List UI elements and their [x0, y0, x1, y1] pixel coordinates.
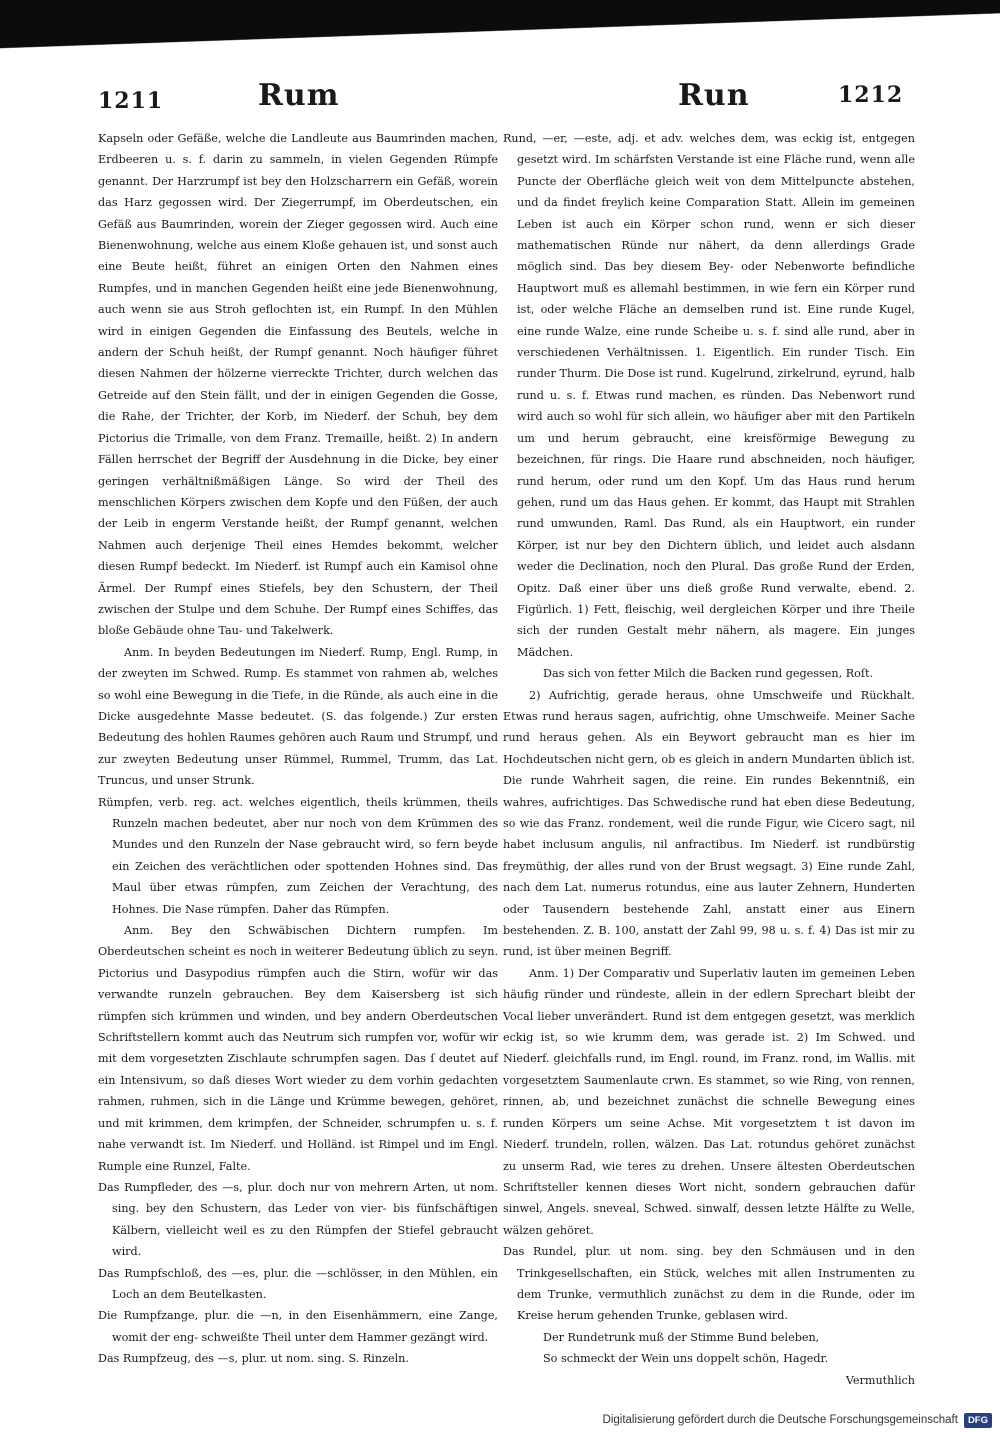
catchword: Vermuthlich	[845, 1373, 915, 1387]
page-header	[78, 70, 928, 126]
book-page	[78, 70, 928, 1387]
right-page-number: 1212	[838, 82, 904, 108]
note-rund: Anm. 1) Der Comparativ und Superlativ lauten im gemeinen Leben häufig ründer und ründeste, allein in der edlern Sprechart bleibt der Vocal lieber unverändert. Rund ist dem entgegen gesetzt, was merklich eckig ist, so wie krumm dem, was gerade ist. 2) Im Schwed. und Niederf. gleichfalls rund, im Engl. round, im Franz. rond, im Wallis. mit vorgesetztem Saumenlaute crwn. Es stammet, so wie Ring, von rennen, rinnen, ab, und bezeichnet zunächst die schnelle Bewegung eines runden Körpers um seine Achse. Mit vorgesetztem t ist davon im Niederf. trundeln, rollen, wälzen. Das Lat. rotundus gehöret zunächst zu unserm Rad, wie teres zu drehen. Unsere ältesten Oberdeutschen Schriftsteller kennen dieses Wort nicht, sondern gebrauchen dafür sinwel, Angels. sneveal, Schwed. sinwalf, dessen letzte Hälfte zu Welle, wälzen gehöret.	[503, 966, 915, 1237]
entry-ruempfen: Rümpfen, verb. reg. act. welches eigentlich, theils krümmen, theils Runzeln machen bedeutet, aber nur noch von dem Krümmen des Mundes und den Runzeln der Nase gebraucht wird, so fern beyde ein Zeichen des verächtlichen oder spottenden Hohnes sind. Das Maul über etwas rümpfen, zum Zeichen der Verachtung, des Hohnes. Die Nase rümpfen. Daher das Rümpfen.	[98, 795, 498, 916]
quote-hagedorn-line1: Der Rundetrunk muß der Stimme Bund beleben,	[543, 1330, 820, 1344]
entry-rund: Rund, —er, —este, adj. et adv. welches dem, was eckig ist, entgegen gesetzt wird. Im schärfsten Verstande ist eine Fläche rund, wenn alle Puncte der Oberfläche gleich weit von dem Mittelpuncte abstehen, und da findet freylich keine Comparation Statt. Allein im gemeinen Leben ist auch ein Körper schon rund, wenn er sich dieser mathematischen Ründe nur nähert, da denn allerdings Grade möglich sind. Das bey diesem Bey- oder Nebenworte befindliche Hauptwort muß es allemahl bestimmen, in wie fern ein Körper rund ist, oder welche Fläche an demselben rund ist. Eine runde Kugel, eine runde Walze, eine runde Scheibe u. s. f. sind alle rund, aber in verschiedenen Verhältnissen. 1. Eigentlich. Ein runder Tisch. Ein runder Thurm. Die Dose ist rund. Kugelrund, zirkelrund, eyrund, halb rund u. s. f. Etwas rund machen, es ründen. Das Nebenwort rund wird auch so wohl für sich allein, wo häufiger aber mit den Partikeln um und herum gebraucht, eine kreisförmige Bewegung zu bezeichnen, für rings. Die Haare rund abschneiden, noch häufiger, rund herum, oder rund um den Kopf. Um das Haus rund herum gehen, rund um das Haus gehen. Er kommt, das Haupt mit Strahlen rund umwunden, Raml. Das Rund, als ein Hauptwort, ein runder Körper, ist nur bey den Dichtern üblich, und leidet auch alsdann weder die Declination, noch den Plural. Das große Rund der Erden, Opitz. Daß einer über uns dieß große Rund verwalte, ebend. 2. Figürlich. 1) Fett, fleischig, weil dergleichen Körper und ihre Theile sich der runden Gestalt mehr nähern, als magere. Ein junges Mädchen.	[503, 132, 915, 659]
left-running-head: Rum	[258, 78, 340, 113]
left-page-number: 1211	[98, 88, 164, 114]
entry-rumpfzeug: Das Rumpfzeug, des —s, plur. ut nom. sing. S. Rinzeln.	[98, 1352, 409, 1366]
funding-notice: Digitalisierung gefördert durch die Deutsche Forschungsgemeinschaft	[602, 1414, 958, 1426]
entry-rund-figurative: 2) Aufrichtig, gerade heraus, ohne Umschweife und Rückhalt. Etwas rund heraus sagen, aufrichtig, ohne Umschweife. Meiner Sache rund heraus gehen. Als ein Beywort gebraucht man es hier im Hochdeutschen nicht gern, ob es gleich in andern Mundarten üblich ist. Die runde Wahrheit sagen, die reine. Ein rundes Bekenntniß, ein wahres, aufrichtiges. Das Schwedische rund hat eben diese Bedeutung, so wie das Franz. rondement, weil die runde Figur, wie Cicero sagt, nil habet inclusum angulis, nil anfractibus. Im Niederf. ist rundbürstig freymüthig, der alles rund von der Brust wegsagt. 3) Eine runde Zahl, nach dem Lat. numerus rotundus, eine aus lauter Zehnern, Hunderten oder Tausendern bestehende Zahl, anstatt einer aus Einern bestehenden. Z. B. 100, anstatt der Zahl 99, 98 u. s. f. 4) Das ist mir zu rund, ist über meinen Begriff.	[503, 688, 915, 959]
entry-rumpf-continued: Kapseln oder Gefäße, welche die Landleute aus Baumrinden machen, Erdbeeren u. s. f. darin zu sammeln, in vielen Gegenden Rümpfe genannt. Der Harzrumpf ist bey den Holzscharrern ein Gefäß, worein das Harz gegossen wird. Der Ziegerrumpf, im Oberdeutschen, ein Gefäß aus Baumrinden, worein der Zieger gegossen wird. Auch eine Bienenwohnung, welche aus einem Kloße gehauen ist, und sonst auch eine Beute heißt, führet an einigen Orten den Nahmen eines Rumpfes, und in manchen Gegenden heißt eine jede Bienenwohnung, auch wenn sie aus Stroh geflochten ist, ein Rumpf. In den Mühlen wird in einigen Gegenden die Einfassung des Beutels, welche in andern der Schuh heißt, der Rumpf genannt. Noch häufiger führet diesen Nahmen der hölzerne vierreckte Trichter, durch welchen das Getreide auf den Stein fällt, und der in einigen Gegenden die Gosse, die Rahe, der Trichter, der Korb, im Niederf. der Schuh, bey dem Pictorius die Trimalle, von dem Franz. Tremaille, heißt. 2) In andern Fällen herrschet der Begriff der Ausdehnung in die Dicke, bey einer geringen verhältnißmäßigen Länge. So wird der Theil des menschlichen Körpers zwischen dem Kopfe und den Füßen, der auch der Leib in engerm Verstande heißt, der Rumpf genannt, welchen Nahmen auch derjenige Theil eines Hemdes bekommt, welcher diesen Rumpf bedeckt. Im Niederf. ist Rumpf auch ein Kamisol ohne Ärmel. Der Rumpf eines Stiefels, bey den Schustern, der Theil zwischen der Stulpe und dem Schuhe. Der Rumpf eines Schiffes, das bloße Gebäude ohne Tau- und Takelwerk.	[98, 132, 498, 638]
quote-rost: Das sich von fetter Milch die Backen rund gegessen, Roſt.	[543, 667, 874, 681]
dfg-logo: DFG	[964, 1413, 992, 1428]
right-running-head: Run	[678, 78, 750, 113]
entry-rumpfzange: Die Rumpfzange, plur. die —n, in den Eisenhämmern, eine Zange, womit der eng- schweißte Theil unter dem Hammer gezängt wird.	[98, 1309, 498, 1344]
footer	[603, 1412, 992, 1428]
note-ruempfen: Anm. Bey den Schwäbischen Dichtern rumpfen. Im Oberdeutschen scheint es noch in weiterer Bedeutung üblich zu seyn. Pictorius und Dasypodius rümpfen auch die Stirn, wofür wir das verwandte runzeln gebrauchen. Bey dem Kaisersberg ist sich rümpfen sich krümmen und winden, und bey andern Oberdeutschen Schriftstellern kommt auch das Neutrum sich rumpfen vor, wofür wir mit dem vorgesetzten Zischlaute schrumpfen sagen. Das ſ deutet auf ein Intensivum, so daß dieses Wort wieder zu dem vorhin gedachten rahmen, ruhmen, sich in die Länge und Krümme bewegen, gehöret, und mit krimmen, dem krimpfen, der Schneider, schrumpfen u. s. f. nahe verwandt ist. Im Niederf. und Holländ. ist Rimpel und im Engl. Rumple eine Runzel, Falte.	[98, 924, 498, 1173]
entry-rumpfschloss: Das Rumpfschloß, des —es, plur. die —schlösser, in den Mühlen, ein Loch an dem Beutelkasten.	[98, 1266, 498, 1301]
entry-rumpfleder: Das Rumpfleder, des —s, plur. doch nur von mehrern Arten, ut nom. sing. bey den Schustern, das Leder von vier- bis fünfschäftigen Kälbern, vielleicht weil es zu den Rümpfen der Stiefel gebraucht wird.	[98, 1180, 498, 1259]
right-column	[503, 128, 915, 1387]
scan-edge	[0, 0, 1000, 52]
entry-rundel: Das Rundel, plur. ut nom. sing. bey den Schmäusen und in den Trinkgesellschaften, ein Stück, welches mit allen Instrumenten zu dem Trunke, vermuthlich zunächst zu dem in die Runde, oder im Kreise herum gehenden Trunke, geblasen wird.	[503, 1245, 915, 1323]
note-rumpf: Anm. In beyden Bedeutungen im Niederf. Rump, Engl. Rump, in der zweyten im Schwed. Rump. Es stammet von rahmen ab, welches so wohl eine Bewegung in die Tiefe, in die Ründe, als auch eine in die Dicke ausgedehnte Masse bedeutet. (S. das folgende.) Zur ersten Bedeutung des hohlen Raumes gehören auch Raum und Strumpf, und zur zweyten Bedeutung unser Rümmel, Rummel, Trumm, das Lat. Truncus, und unser Strunk.	[98, 645, 498, 788]
left-column	[98, 128, 498, 1366]
quote-hagedorn-line2: So schmeckt der Wein uns doppelt schön, Hagedr.	[543, 1352, 829, 1366]
